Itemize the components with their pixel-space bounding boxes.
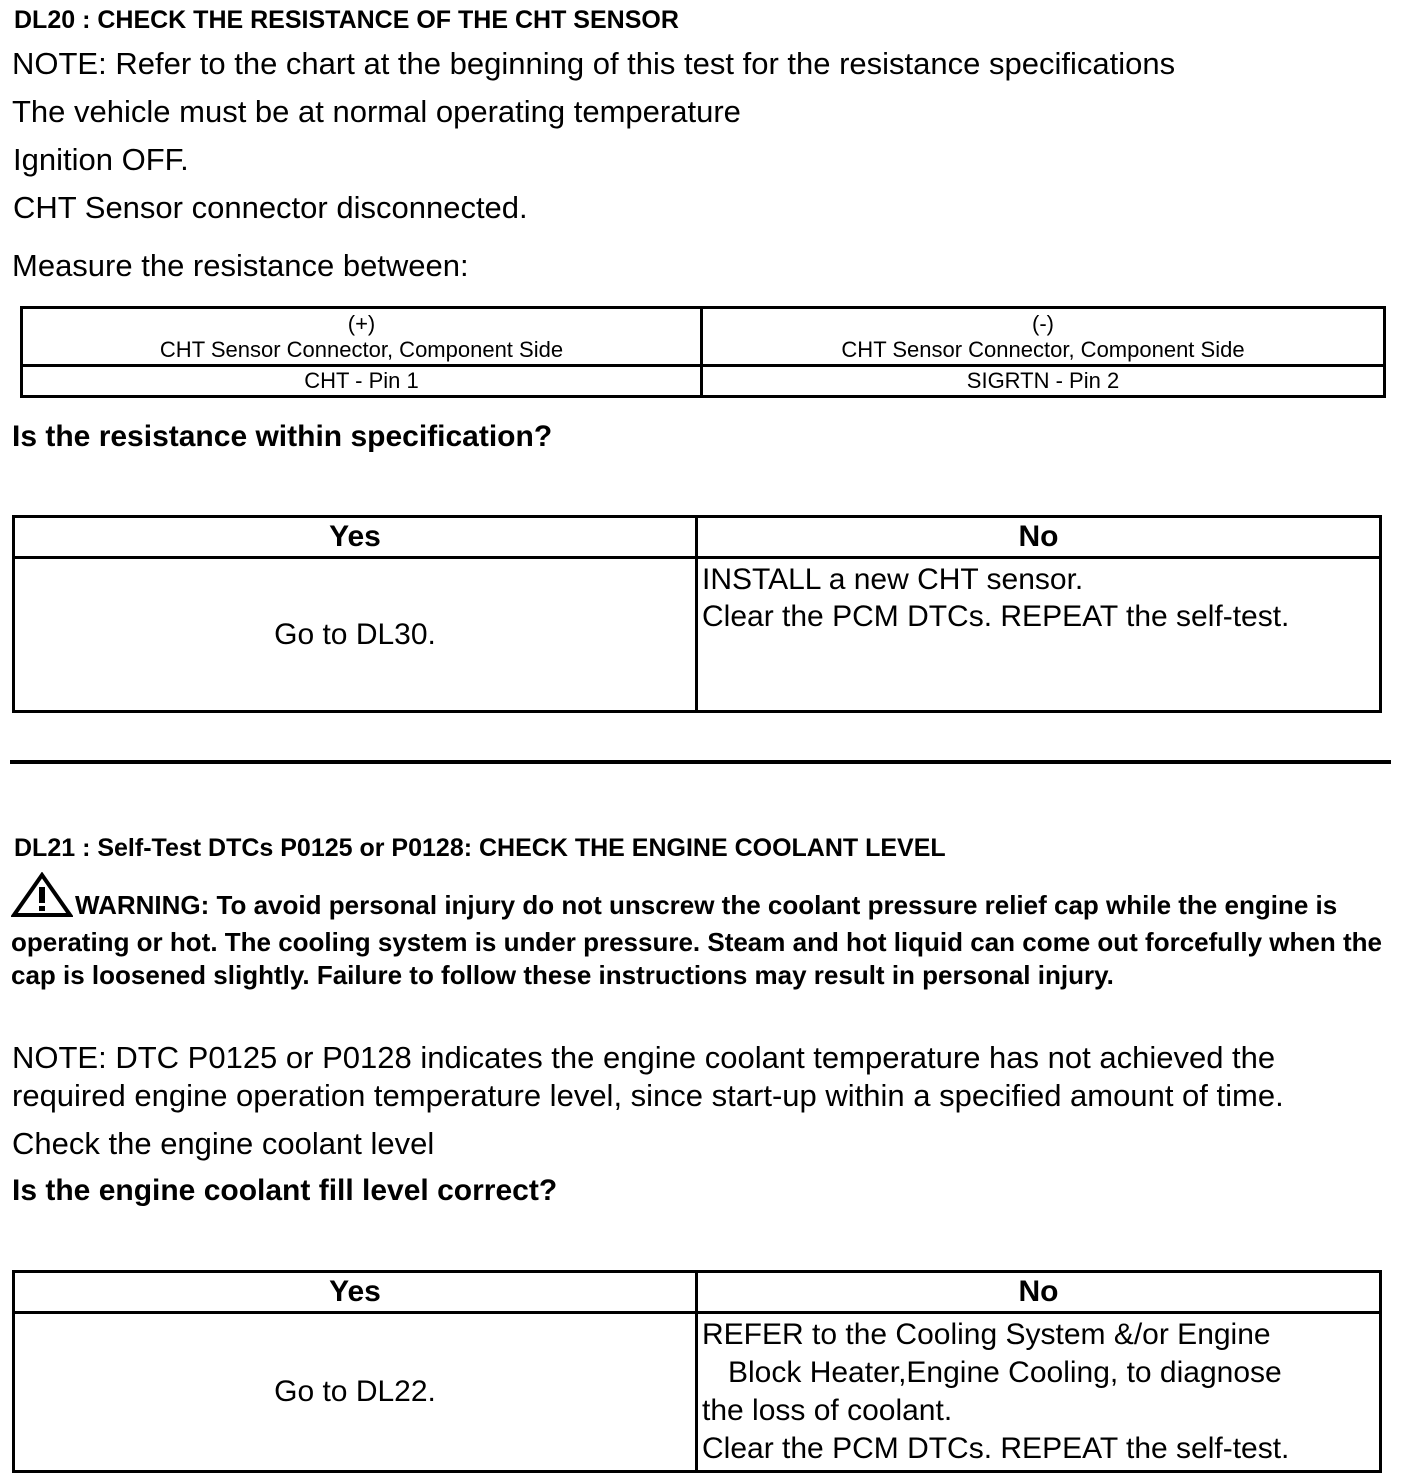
yes-action: Go to DL22. [14,1313,697,1472]
no-action-line: REFER to the Cooling System &/or Engine [702,1318,1271,1351]
dl21-note-line-1: NOTE: DTC P0125 or P0128 indicates the engine coolant temperature has not achieved the [12,1040,1276,1075]
yes-header: Yes [14,1272,697,1313]
no-action-line: Block Heater,Engine Cooling, to diagnose [728,1356,1282,1389]
positive-probe-header [22,308,702,366]
dl20-measure-intro: Measure the resistance between: [12,248,469,283]
dl20-measure-table [20,306,1386,398]
positive-symbol: (+) [347,310,376,336]
dl21-check: Check the engine coolant level [12,1126,435,1161]
positive-pin: CHT - Pin 1 [22,366,702,397]
negative-pin: SIGRTN - Pin 2 [702,366,1385,397]
positive-label: CHT Sensor Connector, Component Side [159,336,564,362]
no-header: No [697,517,1381,558]
warning-triangle-icon [11,872,73,926]
no-action [697,558,1381,712]
section-divider [10,760,1391,764]
negative-symbol: (-) [1032,310,1054,336]
dl20-question: Is the resistance within specification? [12,420,553,453]
dl20-condition-ignition: Ignition OFF. [13,142,189,177]
negative-probe-header [702,308,1385,366]
dl20-condition-temperature: The vehicle must be at normal operating temperature [12,94,741,129]
dl21-result-table [12,1270,1382,1473]
warning-text: WARNING: To avoid personal injury do not unscrew the coolant pressure relief cap while the engine is operating or hot. The cooling system is under pressure. Steam and hot liquid can come out forcefully when the cap is loosened slightly. Failure to follow these instructions may result in personal injury. [11,890,1382,990]
dl21-note-line-2: required engine operation temperature level, since start-up within a specified amount of time. [12,1078,1284,1113]
no-action-line: Clear the PCM DTCs. REPEAT the self-test. [702,1432,1290,1465]
no-action-line: the loss of coolant. [702,1394,953,1427]
negative-label: CHT Sensor Connector, Component Side [841,336,1245,362]
dl21-header: DL21 : Self-Test DTCs P0125 or P0128: CHECK THE ENGINE COOLANT LEVEL [14,834,946,862]
yes-header: Yes [14,517,697,558]
yes-action: Go to DL30. [14,558,697,712]
no-action-line: INSTALL a new CHT sensor. [702,563,1084,596]
no-header: No [697,1272,1381,1313]
dl20-note: NOTE: Refer to the chart at the beginning of this test for the resistance specifications [12,46,1176,81]
dl20-condition-connector: CHT Sensor connector disconnected. [13,190,528,225]
dl21-warning [11,872,1391,992]
no-action-line: Clear the PCM DTCs. REPEAT the self-test. [702,600,1290,633]
no-action [697,1313,1381,1472]
dl21-question: Is the engine coolant fill level correct? [12,1174,558,1207]
dl20-header: DL20 : CHECK THE RESISTANCE OF THE CHT SENSOR [14,6,679,34]
dl20-result-table [12,515,1382,713]
